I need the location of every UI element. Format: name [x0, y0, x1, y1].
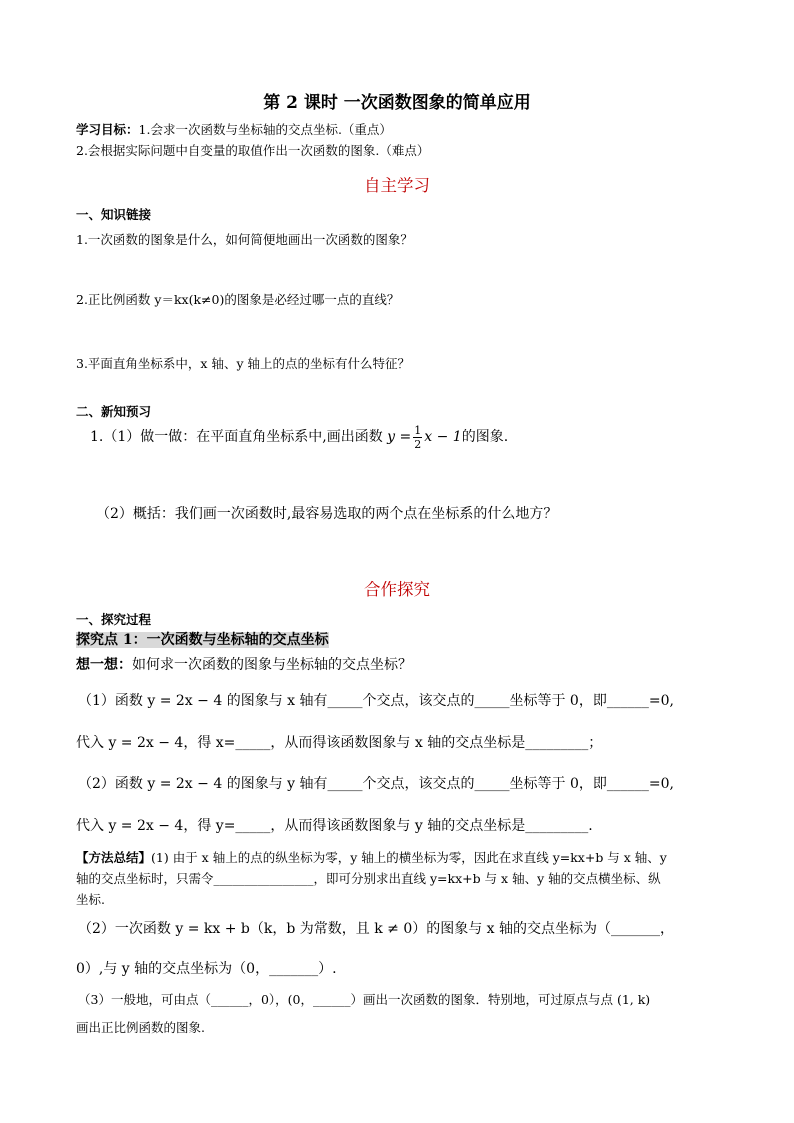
think-label: 想一想： [76, 657, 132, 673]
goals-label: 学习目标： [76, 122, 139, 137]
exercise-line-2: 代入 y = 2x − 4，得 x=_____，从而得该函数图象与 x 轴的交点坐标是_________； [76, 735, 603, 751]
preview-q1-pre: 1.（1）做一做：在平面直角坐标系中,画出函数 [90, 429, 383, 445]
part-knowledge-link-title: 一、知识链接 [76, 207, 152, 222]
section-heading-cooperative: 合作探究 [364, 580, 430, 599]
exercise-line-3: （2）函数 y = 2x − 4 的图象与 y 轴有_____个交点，该交点的_____坐标等于 0，即______=0, [78, 776, 674, 792]
question-3: 3.平面直角坐标系中，x 轴、y 轴上的点的坐标有什么特征？ [76, 356, 410, 371]
method-summary-5: 0）,与 y 轴的交点坐标为（0，_______）. [76, 961, 337, 977]
method-summary-3: 坐标. [76, 892, 105, 907]
preview-q1-y: y = [387, 429, 412, 445]
method-summary-6: （3）一般地，可由点（______，0），(0，______）画出一次函数的图象．特别地，可过原点与点 (1, k) [78, 992, 651, 1007]
question-2: 2.正比例函数 y＝kx(k≠0)的图象是必经过哪一点的直线？ [76, 292, 400, 307]
method-summary-1 [76, 848, 667, 866]
inquiry-point-1 [76, 629, 329, 649]
goal-1-text: 1.会求一次函数与坐标轴的交点坐标.（重点） [138, 122, 392, 137]
exercise-line-4: 代入 y = 2x − 4，得 y=_____，从而得该函数图象与 y 轴的交点坐标是_________. [76, 818, 593, 834]
method-summary-2: 轴的交点坐标时，只需令________________，即可分别求出直线 y=kx+b 与 x 轴、y 轴的交点横坐标、纵 [76, 871, 661, 886]
page-title: 第 2 课时 一次函数图象的简单应用 [263, 93, 531, 113]
preview-question-2: （2）概括：我们画一次函数时,最容易选取的两个点在坐标系的什么地方？ [96, 506, 558, 522]
fraction-one-half [413, 424, 422, 451]
preview-q1-rest: x − 1 [424, 429, 462, 445]
fraction-numerator: 1 [414, 423, 422, 437]
think-prompt [76, 654, 412, 674]
section-heading-self-study: 自主学习 [364, 176, 430, 195]
preview-question-1 [90, 422, 508, 452]
learning-goal-2: 2.会根据实际问题中自变量的取值作出一次函数的图象.（难点） [76, 143, 430, 158]
part-preview-title: 二、新知预习 [76, 404, 152, 419]
fraction-denominator: 2 [414, 437, 422, 451]
method-summary-7: 画出正比例函数的图象. [76, 1020, 205, 1035]
method-label: 【方法总结】 [76, 850, 152, 865]
think-text: 如何求一次函数的图象与坐标轴的交点坐标？ [132, 657, 412, 673]
learning-goal-1 [76, 120, 392, 138]
preview-q1-post: 的图象. [461, 429, 509, 445]
question-1: 1.一次函数的图象是什么，如何简便地画出一次函数的图象？ [76, 232, 413, 247]
exercise-line-1: （1）函数 y = 2x − 4 的图象与 x 轴有_____个交点，该交点的_____坐标等于 0，即______=0, [78, 693, 674, 709]
method-text-1: (1) 由于 x 轴上的点的纵坐标为零，y 轴上的横坐标为零，因此在求直线 y=kx+b 与 x 轴、y [151, 850, 667, 865]
part-inquiry-title: 一、探究过程 [76, 612, 152, 627]
inquiry-point-1-label: 探究点 1：一次函数与坐标轴的交点坐标 [76, 632, 329, 648]
method-summary-4: （2）一次函数 y = kx + b（k，b 为常数，且 k ≠ 0）的图象与 x 轴的交点坐标为（_______， [78, 921, 675, 937]
